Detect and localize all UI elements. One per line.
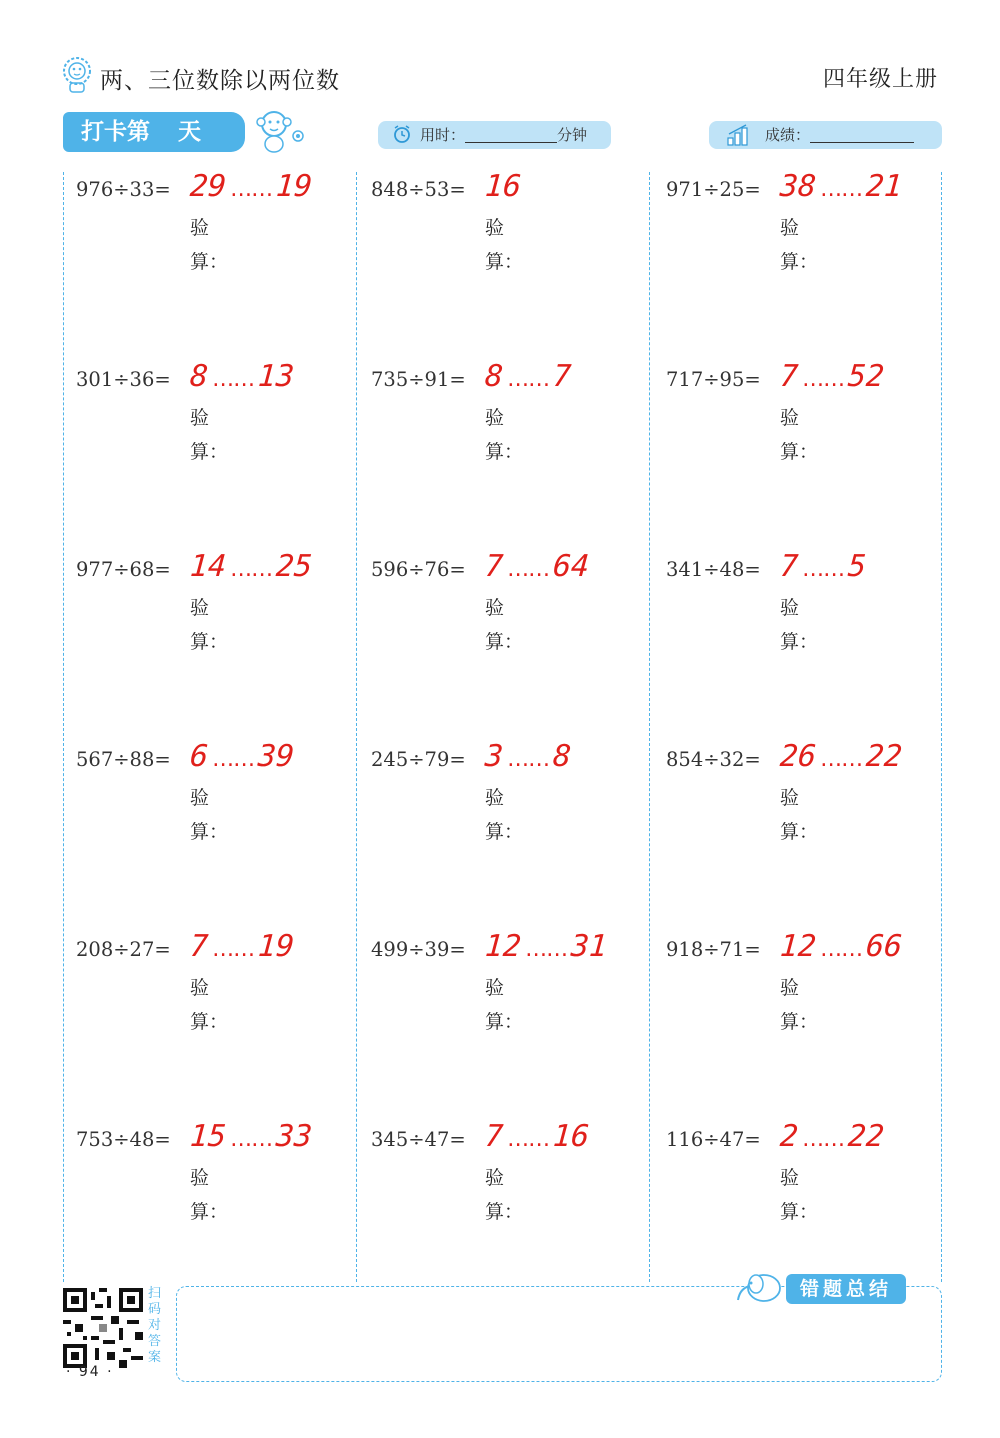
answer-remainder: 64 (551, 549, 591, 584)
answer-quotient: 15 (188, 1119, 228, 1154)
division-problem: 301÷36= (76, 368, 171, 391)
remainder-dots: …… (802, 1127, 845, 1152)
answer-quotient: 29 (188, 169, 228, 204)
problem-cell (666, 1119, 936, 1235)
problem-cell (371, 169, 641, 285)
verification-label-line2: 算： (780, 631, 819, 653)
handwritten-answer (780, 739, 902, 774)
verification-label-line2: 算： (485, 1201, 524, 1223)
checkin-prefix: 打卡第 (81, 119, 150, 145)
problem-cell (76, 739, 346, 855)
answer-remainder: 21 (864, 169, 904, 204)
remainder-dots: …… (507, 557, 550, 582)
verification-label-line1: 验 (485, 787, 505, 809)
verification-label-line1: 验 (190, 407, 210, 429)
page-number: · 94 · (66, 1364, 114, 1380)
answer-remainder: 7 (551, 359, 573, 394)
division-problem: 735÷91= (371, 368, 466, 391)
problem-cell (371, 739, 641, 855)
answer-remainder: 33 (274, 1119, 314, 1154)
problem-cell (666, 549, 936, 665)
answer-quotient: 7 (483, 1119, 505, 1154)
answer-remainder: 22 (846, 1119, 886, 1154)
handwritten-answer (485, 359, 571, 394)
answer-quotient: 12 (483, 929, 523, 964)
division-problem: 918÷71= (666, 938, 761, 961)
answer-quotient: 14 (188, 549, 228, 584)
answer-remainder: 25 (274, 549, 314, 584)
handwritten-answer (190, 169, 312, 204)
division-problem: 499÷39= (371, 938, 466, 961)
answer-quotient: 16 (483, 169, 523, 204)
verification-label-line2: 算： (780, 1201, 819, 1223)
mistake-summary-label: 错题总结 (786, 1274, 906, 1304)
checkin-bar (63, 112, 245, 152)
answer-quotient: 7 (778, 359, 800, 394)
verification-label-line2: 算： (780, 441, 819, 463)
answer-quotient: 7 (483, 549, 505, 584)
scan-for-answers-text: 扫码对答案 (148, 1286, 162, 1365)
handwritten-answer (780, 1119, 884, 1154)
column-divider (941, 172, 942, 1282)
verification-label-line1: 验 (485, 407, 505, 429)
verification-label-line1: 验 (190, 787, 210, 809)
handwritten-answer (780, 169, 902, 204)
answer-quotient: 2 (778, 1119, 800, 1154)
verification-label-line1: 验 (780, 597, 800, 619)
alarm-clock-icon (392, 124, 412, 144)
verification-label-line2: 算： (485, 631, 524, 653)
verification-label (485, 211, 523, 279)
verification-label-line2: 算： (190, 821, 229, 843)
division-problem: 596÷76= (371, 558, 466, 581)
verification-label (485, 1161, 523, 1229)
problem-cell (76, 549, 346, 665)
division-problem: 753÷48= (76, 1128, 171, 1151)
handwritten-answer (190, 549, 312, 584)
verification-label-line1: 验 (780, 787, 800, 809)
verification-label (780, 211, 818, 279)
verification-label-line1: 验 (780, 217, 800, 239)
answer-quotient: 8 (483, 359, 505, 394)
remainder-dots: …… (230, 177, 273, 202)
problem-cell (666, 169, 936, 285)
answer-quotient: 7 (778, 549, 800, 584)
time-unit: 分钟 (557, 126, 588, 144)
verification-label-line1: 验 (190, 1167, 210, 1189)
division-problem: 245÷79= (371, 748, 466, 771)
verification-label-line2: 算： (190, 1011, 229, 1033)
verification-label-line2: 算： (485, 251, 524, 273)
handwritten-answer (485, 929, 607, 964)
division-problem: 971÷25= (666, 178, 761, 201)
verification-label (485, 401, 523, 469)
verification-label (190, 401, 228, 469)
remainder-dots: …… (212, 937, 255, 962)
score-label: 成绩： (765, 126, 811, 144)
verification-label-line1: 验 (190, 217, 210, 239)
verification-label-line2: 算： (485, 1011, 524, 1033)
verification-label (190, 781, 228, 849)
time-input[interactable] (465, 126, 557, 143)
answer-quotient: 38 (778, 169, 818, 204)
answer-remainder: 5 (846, 549, 868, 584)
division-problem: 848÷53= (371, 178, 466, 201)
score-input[interactable] (810, 126, 914, 143)
remainder-dots: …… (802, 557, 845, 582)
division-problem: 976÷33= (76, 178, 171, 201)
handwritten-answer (190, 1119, 312, 1154)
verification-label-line1: 验 (190, 977, 210, 999)
handwritten-answer (780, 359, 884, 394)
remainder-dots: …… (820, 747, 863, 772)
bar-chart-icon (726, 124, 752, 146)
verification-label (780, 971, 818, 1039)
division-problem: 854÷32= (666, 748, 761, 771)
division-problem: 341÷48= (666, 558, 761, 581)
remainder-dots: …… (212, 747, 255, 772)
handwritten-answer (190, 359, 294, 394)
division-problem: 567÷88= (76, 748, 171, 771)
division-problem: 116÷47= (666, 1128, 761, 1151)
verification-label-line2: 算： (190, 251, 229, 273)
division-problem: 977÷68= (76, 558, 171, 581)
verification-label (485, 781, 523, 849)
problem-cell (76, 1119, 346, 1235)
handwritten-answer (190, 929, 294, 964)
verification-label (485, 971, 523, 1039)
checkin-suffix: 天 (178, 119, 201, 145)
answer-remainder: 8 (551, 739, 573, 774)
column-divider (63, 172, 64, 1282)
verification-label-line1: 验 (485, 597, 505, 619)
division-problem: 717÷95= (666, 368, 761, 391)
handwritten-answer (485, 1119, 589, 1154)
handwritten-answer (190, 739, 294, 774)
answer-quotient: 6 (188, 739, 210, 774)
verification-label-line1: 验 (780, 977, 800, 999)
remainder-dots: …… (525, 937, 568, 962)
grade-label: 四年级上册 (822, 67, 938, 92)
handwritten-answer (780, 929, 902, 964)
verification-label-line1: 验 (485, 977, 505, 999)
verification-label (780, 781, 818, 849)
verification-label-line2: 算： (780, 821, 819, 843)
verification-label (780, 591, 818, 659)
verification-label-line1: 验 (780, 1167, 800, 1189)
problem-cell (371, 929, 641, 1045)
answer-remainder: 16 (551, 1119, 591, 1154)
verification-label (190, 211, 228, 279)
verification-label-line2: 算： (190, 1201, 229, 1223)
qr-code[interactable] (63, 1288, 143, 1368)
answer-remainder: 22 (864, 739, 904, 774)
verification-label-line1: 验 (485, 1167, 505, 1189)
verification-label (190, 971, 228, 1039)
problem-cell (666, 929, 936, 1045)
time-label: 用时： (420, 126, 466, 144)
remainder-dots: …… (802, 367, 845, 392)
elephant-mascot-icon (734, 1266, 790, 1306)
verification-label-line2: 算： (485, 441, 524, 463)
handwritten-answer (780, 549, 866, 584)
verification-label-line2: 算： (485, 821, 524, 843)
remainder-dots: …… (212, 367, 255, 392)
column-divider (356, 172, 357, 1282)
lion-mascot-icon (60, 56, 94, 94)
verification-label-line1: 验 (485, 217, 505, 239)
problem-cell (371, 1119, 641, 1235)
remainder-dots: …… (820, 937, 863, 962)
problem-cell (76, 359, 346, 475)
handwritten-answer (485, 169, 521, 204)
verification-label-line1: 验 (780, 407, 800, 429)
column-divider (649, 172, 650, 1282)
monkey-mascot-icon (250, 106, 308, 156)
answer-remainder: 66 (864, 929, 904, 964)
remainder-dots: …… (230, 1127, 273, 1152)
remainder-dots: …… (820, 177, 863, 202)
remainder-dots: …… (230, 557, 273, 582)
answer-remainder: 39 (256, 739, 296, 774)
problem-cell (666, 739, 936, 855)
answer-quotient: 26 (778, 739, 818, 774)
answer-quotient: 12 (778, 929, 818, 964)
verification-label-line2: 算： (780, 251, 819, 273)
verification-label (780, 1161, 818, 1229)
page-title: 两、三位数除以两位数 (100, 68, 340, 94)
problem-cell (76, 169, 346, 285)
problem-cell (371, 359, 641, 475)
division-problem: 208÷27= (76, 938, 171, 961)
answer-quotient: 8 (188, 359, 210, 394)
handwritten-answer (485, 549, 589, 584)
answer-quotient: 3 (483, 739, 505, 774)
answer-remainder: 19 (256, 929, 296, 964)
verification-label-line2: 算： (190, 631, 229, 653)
verification-label (190, 1161, 228, 1229)
remainder-dots: …… (507, 1127, 550, 1152)
problem-cell (666, 359, 936, 475)
remainder-dots: …… (507, 367, 550, 392)
answer-remainder: 13 (256, 359, 296, 394)
remainder-dots: …… (507, 747, 550, 772)
verification-label-line1: 验 (190, 597, 210, 619)
verification-label (780, 401, 818, 469)
time-field (378, 121, 611, 149)
answer-remainder: 31 (569, 929, 609, 964)
verification-label (190, 591, 228, 659)
handwritten-answer (485, 739, 571, 774)
verification-label-line2: 算： (780, 1011, 819, 1033)
answer-quotient: 7 (188, 929, 210, 964)
verification-label-line2: 算： (190, 441, 229, 463)
problem-cell (76, 929, 346, 1045)
answer-remainder: 19 (274, 169, 314, 204)
problem-cell (371, 549, 641, 665)
verification-label (485, 591, 523, 659)
answer-remainder: 52 (846, 359, 886, 394)
division-problem: 345÷47= (371, 1128, 466, 1151)
